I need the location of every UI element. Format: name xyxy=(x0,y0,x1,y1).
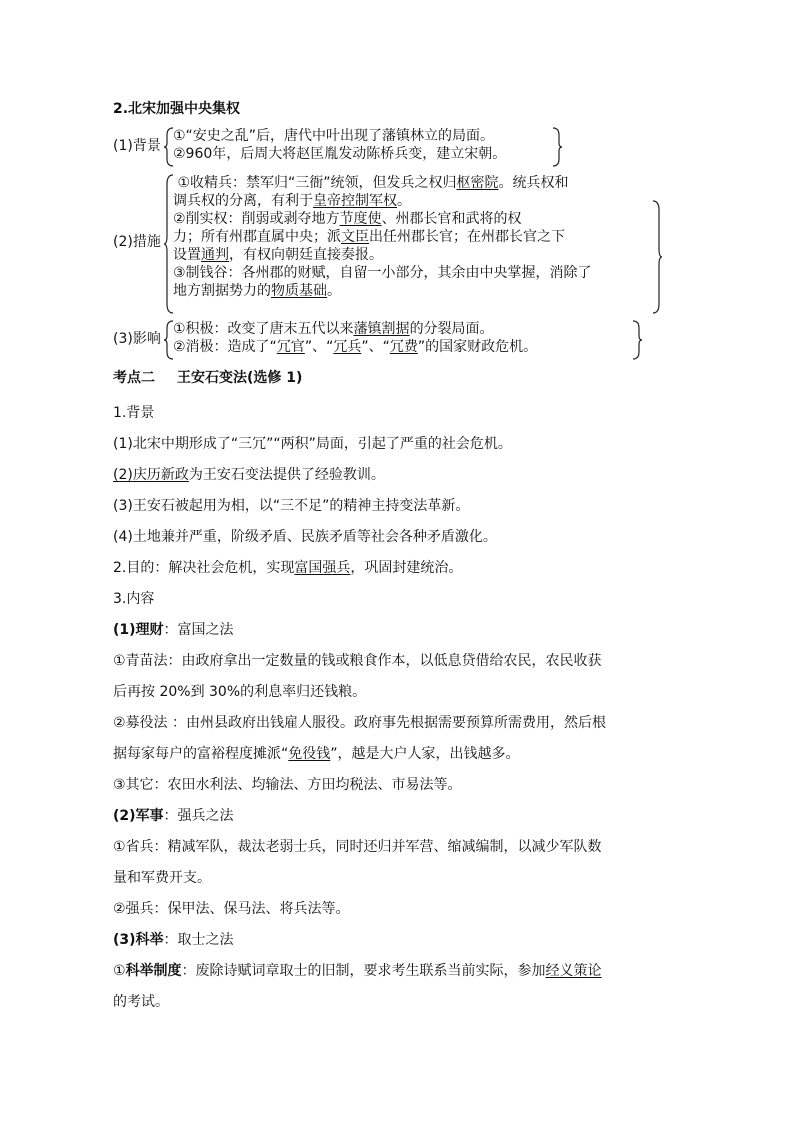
impact-text: ②消极：造成了“ xyxy=(173,339,277,355)
measure-text: ③制钱谷：各州郡的财赋，自留一小部分，其余由中央掌握，消除了 xyxy=(173,265,592,281)
paragraph: 量和军费开支。 xyxy=(113,870,211,886)
measure-text: 地方割据势力的 xyxy=(173,283,271,299)
paragraph: ③其它：农田水利法、均输法、方田均税法、市易法等。 xyxy=(113,777,462,793)
right-brace xyxy=(632,320,642,360)
key-term: 冗费 xyxy=(389,339,418,355)
impact-items: ①积极：改变了唐末五代以来藩镇割据的分裂局面。 ②消极：造成了“冗官”、“冗兵”、“冗费”的国家财政危机。 xyxy=(173,321,538,355)
measure-text: ②削实权：削弱或剥夺地方 xyxy=(173,211,340,227)
subsection-title: 1.背景 xyxy=(113,405,155,421)
section-heading: 考点二 王安石变法(选修 1) xyxy=(113,370,303,386)
key-term: 富国强兵 xyxy=(294,560,351,576)
measure-text: ①收精兵：禁军归“三衙”统领，但发兵之权归 xyxy=(177,175,457,191)
background-items xyxy=(173,127,506,163)
paragraph: ①省兵：精减军队，裁汰老弱士兵，同时还归并军营、缩减编制，以减少军队数 xyxy=(113,839,602,855)
paragraph: 的考试。 xyxy=(113,994,169,1010)
impact-label: (3)影响 xyxy=(113,331,161,347)
key-term: 节度使 xyxy=(339,211,382,227)
measures-label: (2)措施 xyxy=(113,234,161,250)
right-brace xyxy=(552,127,562,167)
key-term: 冗官 xyxy=(276,339,305,355)
paragraph: 后再按 20%到 30%的利息率归还钱粮。 xyxy=(113,684,367,700)
right-brace xyxy=(652,200,662,314)
impact-text: ①积极：改变了唐末五代以来 xyxy=(173,321,354,337)
paragraph: 2.目的：解决社会危机，实现富国强兵，巩固封建统治。 xyxy=(113,560,463,576)
paragraph: ②募役法 ：由州县政府出钱雇人服役。政府事先根据需要预算所需费用，然后根 xyxy=(113,715,606,731)
paragraph: (1)北宋中期形成了“三冗”“两积”局面，引起了严重的社会危机。 xyxy=(113,436,512,452)
key-term: 皇帝控制军权 xyxy=(313,193,397,209)
item-heading: (2)军事：强兵之法 xyxy=(113,808,234,824)
paragraph: (2)庆历新政为王安石变法提供了经验教训。 xyxy=(113,467,385,483)
key-term: 经义策论 xyxy=(545,963,602,979)
measure-text: 调兵权的分离，有利于 xyxy=(173,193,313,209)
key-term: 通判 xyxy=(201,247,229,263)
item-heading: (3)科举：取士之法 xyxy=(113,932,234,948)
paragraph: ①科举制度：废除诗赋词章取士的旧制，要求考生联系当前实际，参加经义策论 xyxy=(113,963,602,979)
background-label: (1)背景 xyxy=(113,138,161,154)
paragraph: 据每家每户的富裕程度摊派“免役钱”，越是大户人家，出钱越多。 xyxy=(113,746,520,762)
key-term: 枢密院 xyxy=(456,175,499,191)
background-item: ②960年，后周大将赵匡胤发动陈桥兵变，建立宋朝。 xyxy=(173,146,507,162)
paragraph: ①青苗法：由政府拿出一定数量的钱或粮食作本，以低息贷借给农民，农民收获 xyxy=(113,653,602,669)
key-term: 冗兵 xyxy=(333,339,362,355)
key-term: 免役钱 xyxy=(288,746,331,762)
paragraph: (4)土地兼并严重，阶级矛盾、民族矛盾等社会各种矛盾激化。 xyxy=(113,529,497,545)
measure-text: 设置 xyxy=(173,247,201,263)
background-item: ①“安史之乱”后，唐代中叶出现了藩镇林立的局面。 xyxy=(173,128,495,144)
key-term: 藩镇割据 xyxy=(353,321,410,337)
paragraph: (3)王安石被起用为相，以“三不足”的精神主持变法革新。 xyxy=(113,498,470,514)
subsection-title: 3.内容 xyxy=(113,591,155,607)
measures-items: ①收精兵：禁军归“三衙”统领，但发兵之权归枢密院。统兵权和 调兵权的分离，有利于皇帝控制军权。 ②削实权：削弱或剥夺地方节度使、州郡长官和武将的权 力；所有州郡直属中央；派文臣出任州郡长官；在州郡长官之下 设置通判，有权向朝廷直接奏报。 ③制钱谷：各州郡的财赋，自留一小部分，其余由中央掌握，消除了 地方割据势力的物质基础。 xyxy=(173,174,653,300)
key-term: 物质基础 xyxy=(271,283,327,299)
paragraph: ②强兵：保甲法、保马法、将兵法等。 xyxy=(113,901,350,917)
measure-text: 力；所有州郡直属中央；派 xyxy=(173,229,341,245)
key-term: 文臣 xyxy=(341,229,369,245)
item-heading: (1)理财：富国之法 xyxy=(113,622,234,638)
key-term: (2)庆历新政 xyxy=(113,467,189,483)
section-title: 2.北宋加强中央集权 xyxy=(113,101,241,117)
